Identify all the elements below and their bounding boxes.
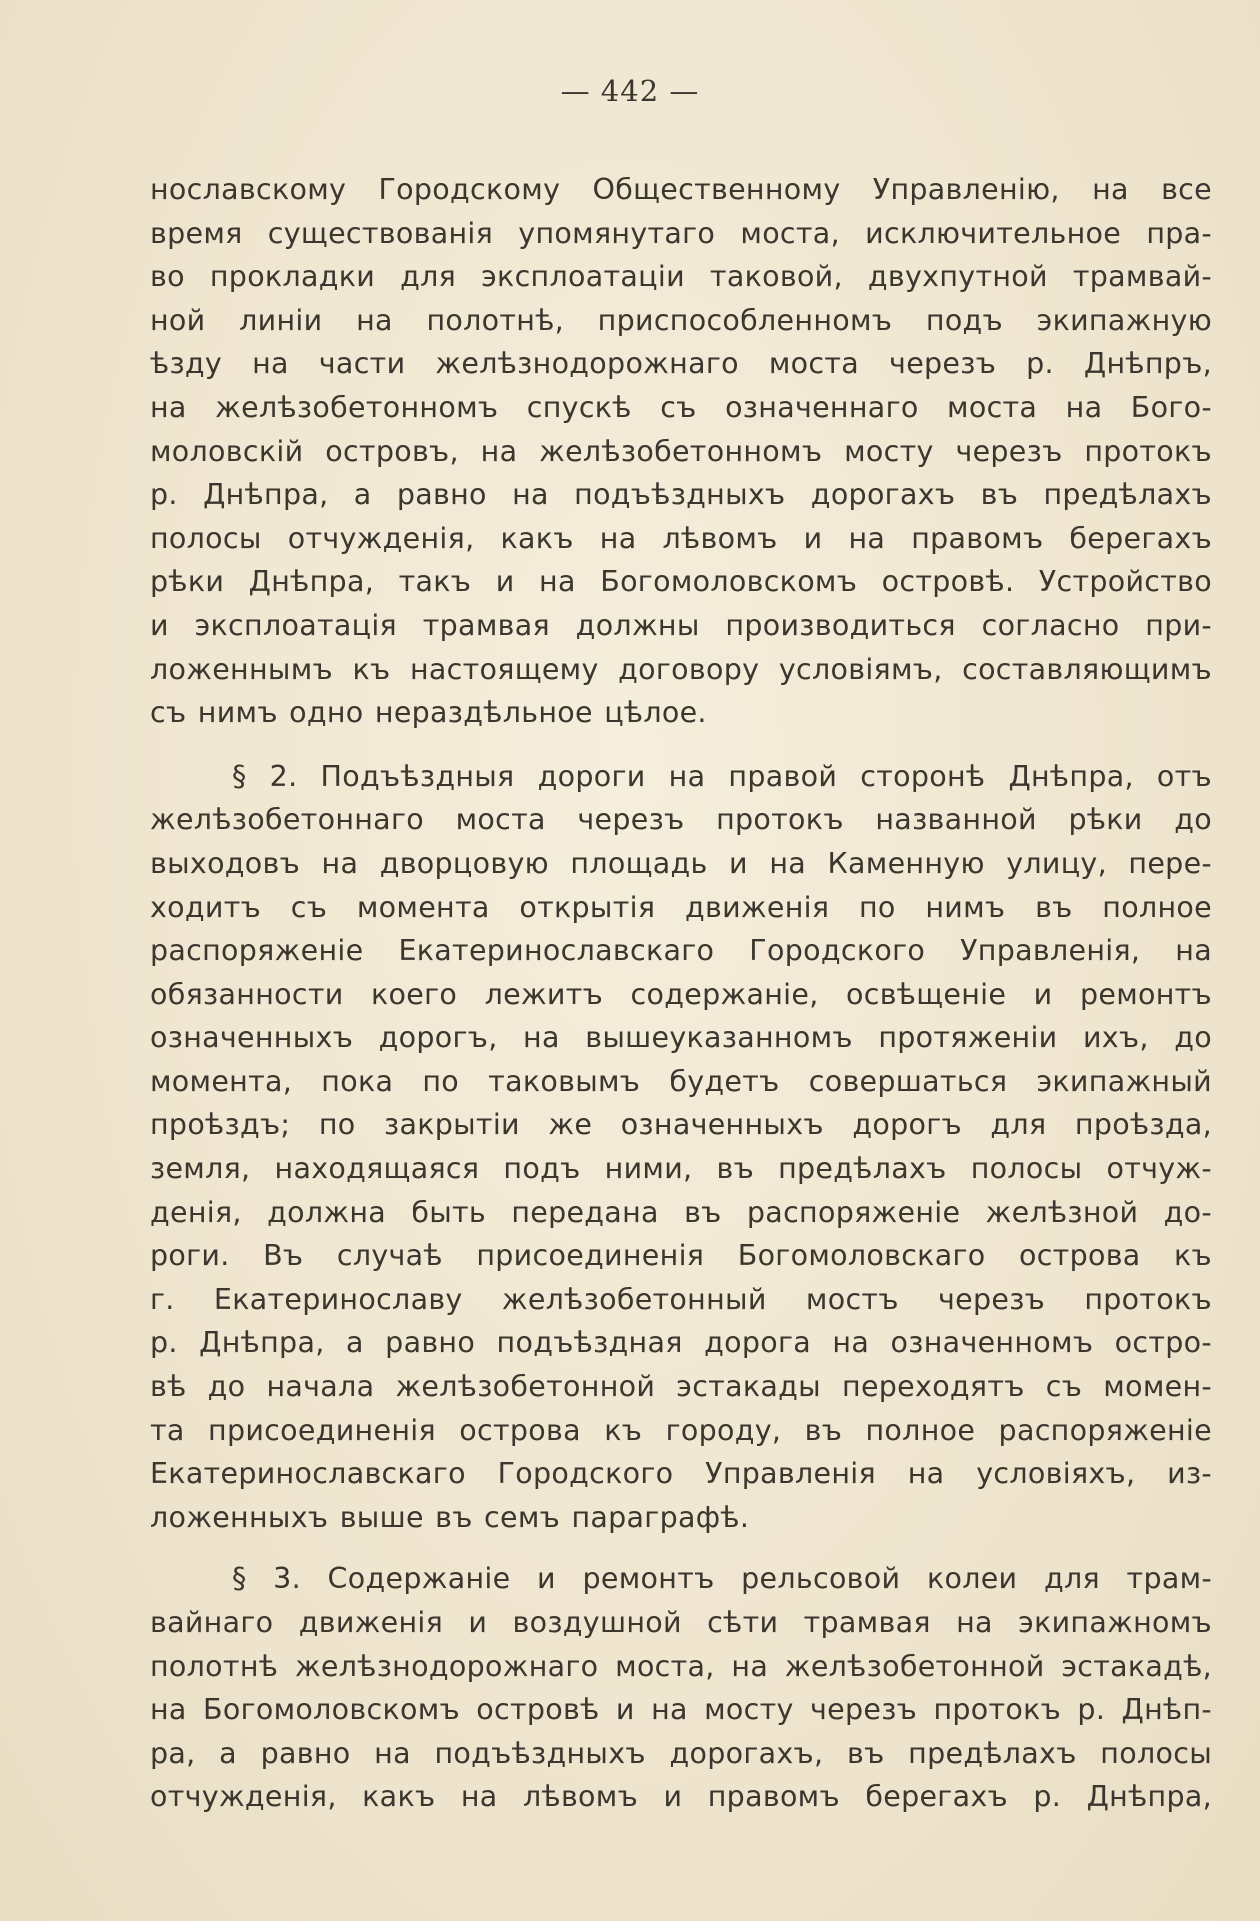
text-line: желѣзобетоннаго моста черезъ протокъ названной рѣки до: [150, 803, 1212, 837]
text-line: полотнѣ желѣзнодорожнаго моста, на желѣзобетонной эстакадѣ,: [150, 1649, 1212, 1683]
text-line: ложеннымъ къ настоящему договору условіямъ, составляющимъ: [150, 652, 1212, 686]
text-line: денія, должна быть передана въ распоряженіе желѣзной до-: [150, 1195, 1212, 1229]
text-line: § 3. Содержаніе и ремонтъ рельсовой колеи для трам-: [232, 1562, 1212, 1596]
text-line: § 2. Подъѣздныя дороги на правой сторонѣ Днѣпра, отъ: [232, 759, 1212, 793]
text-line: и эксплоатація трамвая должны производиться согласно при-: [150, 608, 1212, 642]
text-line: земля, находящаяся подъ ними, въ предѣлахъ полосы отчуж-: [150, 1152, 1212, 1186]
text-line: ложенныхъ выше въ семъ параграфѣ.: [150, 1500, 750, 1534]
text-line: та присоединенія острова къ городу, въ полное распоряженіе: [150, 1413, 1212, 1447]
paragraph-1: [150, 168, 1212, 735]
text-line: полосы отчужденія, какъ на лѣвомъ и на правомъ берегахъ: [150, 521, 1212, 555]
text-line: время существованія упомянутаго моста, исключительное пра-: [150, 216, 1212, 250]
text-line: на желѣзобетонномъ спускѣ съ означеннаго моста на Бого-: [150, 390, 1212, 424]
page-number: — 442 —: [560, 74, 700, 108]
text-line: ной линіи на полотнѣ, приспособленномъ подъ экипажную: [150, 303, 1212, 337]
body-text: [150, 168, 1212, 1819]
text-line: ра, а равно на подъѣздныхъ дорогахъ, въ предѣлахъ полосы: [150, 1736, 1212, 1770]
text-line: распоряженіе Екатеринославскаго Городского Управленія, на: [150, 934, 1212, 968]
text-line: Екатеринославскаго Городского Управленія на условіяхъ, из-: [150, 1457, 1212, 1491]
text-line: р. Днѣпра, а равно подъѣздная дорога на означенномъ остро-: [150, 1326, 1212, 1360]
text-line: ходитъ съ момента открытія движенія по нимъ въ полное: [150, 890, 1212, 924]
text-line: р. Днѣпра, а равно на подъѣздныхъ дорогахъ въ предѣлахъ: [150, 478, 1212, 512]
text-line: выходовъ на дворцовую площадь и на Каменную улицу, пере-: [150, 846, 1212, 880]
text-line: ѣзду на части желѣзнодорожнаго моста черезъ р. Днѣпръ,: [150, 347, 1212, 381]
paragraph-section-3: [150, 1557, 1212, 1819]
text-line: рѣки Днѣпра, такъ и на Богомоловскомъ островѣ. Устройство: [150, 565, 1212, 599]
text-line: г. Екатеринославу желѣзобетонный мостъ черезъ протокъ: [150, 1282, 1212, 1316]
text-line: проѣздъ; по закрытіи же означенныхъ дорогъ для проѣзда,: [150, 1108, 1212, 1142]
paragraph-section-2: [150, 755, 1212, 1540]
text-line: моловскій островъ, на желѣзобетонномъ мосту черезъ протокъ: [150, 434, 1212, 468]
text-line: момента, пока по таковымъ будетъ совершаться экипажный: [150, 1064, 1212, 1098]
text-line: означенныхъ дорогъ, на вышеуказанномъ протяженіи ихъ, до: [150, 1021, 1212, 1055]
text-line: отчужденія, какъ на лѣвомъ и правомъ берегахъ р. Днѣпра,: [150, 1780, 1212, 1814]
text-line: вайнаго движенія и воздушной сѣти трамвая на экипажномъ: [150, 1606, 1212, 1639]
text-line: вѣ до начала желѣзобетонной эстакады переходятъ съ момен-: [150, 1370, 1212, 1404]
text-line: роги. Въ случаѣ присоединенія Богомоловскаго острова къ: [150, 1239, 1212, 1273]
text-line: во прокладки для эксплоатаціи таковой, двухпутной трамвай-: [150, 260, 1212, 294]
text-line: на Богомоловскомъ островѣ и на мосту черезъ протокъ р. Днѣп-: [150, 1693, 1212, 1727]
text-line: нославскому Городскому Общественному Управленію, на все: [150, 173, 1212, 206]
text-line: съ нимъ одно нераздѣльное цѣлое.: [150, 696, 707, 730]
text-line: обязанности коего лежитъ содержаніе, освѣщеніе и ремонтъ: [150, 977, 1212, 1011]
